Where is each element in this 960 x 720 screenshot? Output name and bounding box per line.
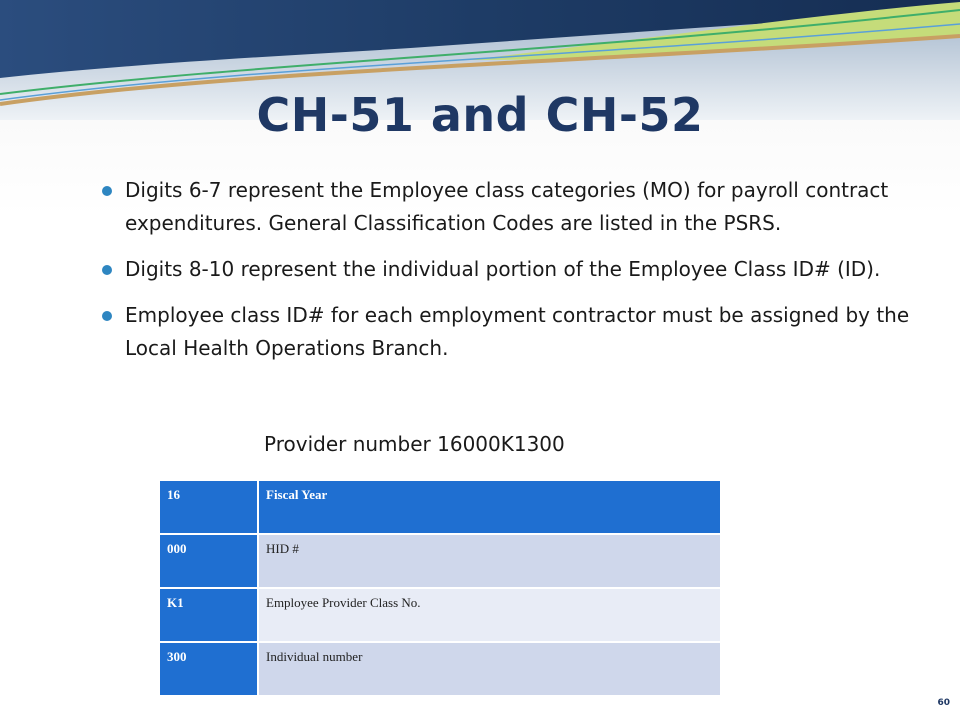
bullet-text: Employee class ID# for each employment contractor must be assigned by the Local Health Operations Branch. — [125, 303, 910, 360]
bullet-icon — [102, 311, 112, 321]
table-row — [160, 534, 720, 588]
table-row — [160, 588, 720, 642]
bullet-icon — [102, 265, 112, 275]
provider-code-table — [160, 479, 720, 695]
table-cell-code: 000 — [160, 534, 258, 588]
bullet-item — [100, 253, 910, 286]
bullet-item — [100, 299, 910, 365]
bullet-list — [100, 174, 910, 378]
table-cell-code: 16 — [160, 480, 258, 534]
table-row — [160, 642, 720, 695]
bullet-item — [100, 174, 910, 240]
page-number: 60 — [937, 698, 950, 708]
table-cell-description: Fiscal Year — [258, 480, 720, 534]
table-cell-code: K1 — [160, 588, 258, 642]
table-cell-code: 300 — [160, 642, 258, 695]
table-cell-description: HID # — [258, 534, 720, 588]
bullet-text: Digits 6-7 represent the Employee class categories (MO) for payroll contract expenditures. General Classification Codes are listed in the PSRS. — [125, 178, 889, 235]
bullet-icon — [102, 186, 112, 196]
slide-title: CH-51 and CH-52 — [256, 88, 704, 142]
table-cell-description: Employee Provider Class No. — [258, 588, 720, 642]
table-cell-description: Individual number — [258, 642, 720, 695]
provider-number-line: Provider number 16000K1300 — [264, 432, 565, 456]
table-row — [160, 480, 720, 534]
bullet-text: Digits 8-10 represent the individual portion of the Employee Class ID# (ID). — [125, 257, 881, 281]
